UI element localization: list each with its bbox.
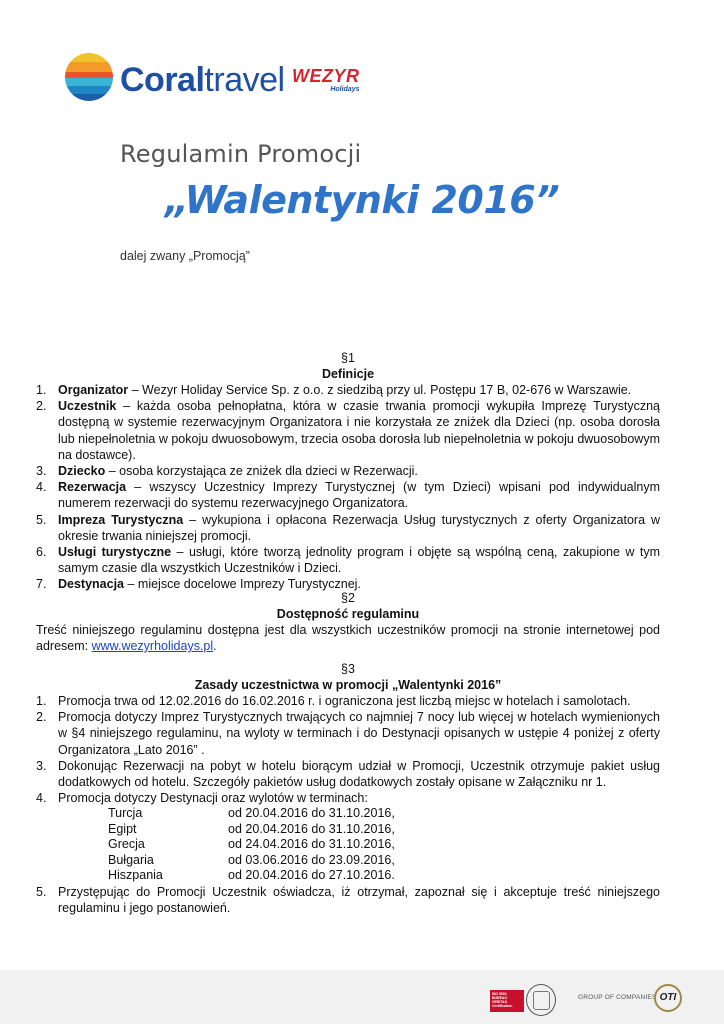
item-number: 4. [36, 791, 47, 806]
table-row [108, 806, 395, 822]
availability-paragraph [36, 622, 660, 654]
item-number: 3. [36, 758, 47, 773]
list-item [36, 398, 660, 463]
table-row [108, 837, 395, 853]
definition-text: – wykupiona i opłacona Rezerwacja Usług turystycznych z oferty Organizatora w okresie trwania niniejszej promocji. [58, 512, 660, 543]
definitions-list [36, 382, 660, 593]
section-3-title: Zasady uczestnictwa w promocji „Walentynki 2016” [194, 678, 502, 692]
section-2-number: §2 [341, 591, 355, 605]
list-item [36, 544, 660, 576]
list-item [36, 512, 660, 544]
table-row [108, 868, 395, 884]
rules-list [36, 693, 660, 916]
list-item [36, 382, 660, 398]
travel-word: travel [204, 61, 285, 99]
definition-term: Impreza Turystyczna [58, 512, 184, 527]
definition-text: – usługi, które tworzą jednolity program i objęte są wspólną ceną, zakupione w tym samym czasie dla wszystkich Uczestników i Dzieci. [58, 545, 660, 576]
header-logos [64, 52, 404, 104]
item-number: 3. [36, 464, 47, 479]
table-row [108, 853, 395, 869]
bureau-veritas-badge [490, 990, 524, 1012]
coral-travel-wordmark [120, 60, 285, 100]
destinations-table [108, 806, 395, 884]
definition-term: Usługi turystyczne [58, 545, 172, 560]
definition-text: – miejsce docelowe Imprezy Turystycznej. [124, 577, 361, 592]
section-1 [36, 350, 660, 593]
destination-dates: od 20.04.2016 do 27.10.2016. [228, 868, 395, 883]
item-number: 2. [36, 710, 47, 725]
definition-text: – Wezyr Holiday Service Sp. z o.o. z siedzibą przy ul. Postępu 17 B, 02-676 w Warszawie. [128, 383, 632, 397]
section-3 [36, 661, 660, 916]
destination-dates: od 20.04.2016 do 31.10.2016, [228, 806, 395, 821]
destination-dates: od 24.04.2016 do 31.10.2016, [228, 837, 395, 852]
rule-text: Promocja dotyczy Destynacji oraz wylotów w terminach: [58, 791, 368, 806]
document-subtitle: dalej zwany „Promocją” [120, 249, 250, 263]
availability-text-end: . [213, 639, 217, 654]
list-item [36, 758, 660, 790]
item-number: 6. [36, 545, 47, 560]
bureau-veritas-text: ISO 9001 BUREAU VERITAS Certification [492, 992, 513, 1008]
availability-text: Treść niniejszego regulaminu dostępna jest dla wszystkich uczestników promocji na stronie internetowej pod adresem: [36, 623, 660, 654]
oti-logo: OTI [654, 984, 682, 1012]
table-row [108, 822, 395, 838]
item-number: 2. [36, 399, 47, 414]
seal-inner [533, 991, 550, 1010]
wezyr-sub: Holidays [330, 86, 360, 93]
destination-name: Egipt [108, 821, 137, 836]
rule-text: Przystępując do Promocji Uczestnik oświadcza, iż otrzymał, zapoznał się i akceptuje treść niniejszego regulaminu i jego postanowień. [58, 884, 660, 916]
definition-term: Destynacja [58, 577, 125, 592]
certification-seal-icon [526, 984, 556, 1016]
item-number: 5. [36, 512, 47, 527]
section-1-title: Definicje [321, 367, 375, 381]
rule-text: Dokonując Rezerwacji na pobyt w hotelu biorącym udział w Promocji, Uczestnik otrzymuje pakiet usług dodatkowych od hotelu. Szczegóły pakietów usług dodatkowych zostały opisane w Załączniku nr 1. [58, 758, 660, 790]
destination-name: Turcja [108, 806, 143, 821]
list-item [36, 790, 660, 884]
definition-text: – osoba korzystająca ze zniżek dla dzieci w Rezerwacji. [105, 464, 418, 479]
section-2-title: Dostępność regulaminu [276, 607, 420, 621]
wezyr-wordmark: WEZYR [292, 66, 360, 86]
list-item [36, 709, 660, 758]
section-2 [36, 590, 660, 654]
wezyr-logo [292, 66, 360, 94]
definition-term: Organizator [58, 383, 129, 397]
definition-term: Uczestnik [58, 399, 117, 414]
item-number: 4. [36, 480, 47, 495]
item-number: 1. [36, 383, 47, 397]
destination-name: Bułgaria [108, 852, 154, 867]
group-of-companies-text: GROUP OF COMPANIES [578, 994, 657, 1001]
list-item [36, 884, 660, 916]
definition-term: Rezerwacja [58, 480, 127, 495]
document-title: Regulamin Promocji [120, 140, 362, 168]
coral-travel-logo-icon [64, 52, 114, 102]
definition-text: – każda osoba pełnopłatna, która w czasie trwania promocji wykupiła Imprezę Turystyczną dostępną w systemie rezerwacyjnym Organizatora i nie korzystała ze zniżek dla Dzieci (np. osoba dorosła lub niepełnoletnia w pokoju dwuosobowym, trzecia osoba dorosła lub niepełnoletnia w pokoju dwuosobowym na dostawce). [58, 399, 660, 462]
section-3-number: §3 [341, 662, 355, 676]
item-number: 1. [36, 694, 47, 708]
destination-name: Hiszpania [108, 868, 163, 883]
coral-word: Coral [120, 61, 205, 99]
destination-name: Grecja [108, 837, 145, 852]
item-number: 5. [36, 884, 47, 899]
rule-text: Promocja trwa od 12.02.2016 do 16.02.2016 r. i ograniczona jest liczbą miejsc w hotelach i samolotach. [58, 694, 631, 708]
website-link[interactable]: www.wezyrholidays.pl [91, 639, 214, 654]
list-item [36, 693, 660, 709]
list-item [36, 479, 660, 511]
definition-term: Dziecko [58, 464, 106, 479]
destination-dates: od 20.04.2016 do 31.10.2016, [228, 821, 395, 836]
document-heading: „Walentynki 2016” [164, 178, 560, 222]
destination-dates: od 03.06.2016 do 23.09.2016, [228, 852, 395, 867]
section-1-number: §1 [341, 351, 355, 365]
rule-text: Promocja dotyczy Imprez Turystycznych trwających co najmniej 7 nocy lub więcej w hotelach wymienionych w §4 niniejszego regulaminu, na wyloty w terminach i do Destynacji opisanych w ustępie 4 poniżej z oferty Organizatora „Lato 2016” . [58, 710, 660, 757]
item-number: 7. [36, 577, 47, 592]
definition-text: – wszyscy Uczestnicy Imprezy Turystycznej (w tym Dzieci) wpisani pod indywidualnym numerem rezerwacji do systemu rezerwacyjnego Organizatora. [58, 480, 660, 511]
list-item [36, 463, 660, 479]
